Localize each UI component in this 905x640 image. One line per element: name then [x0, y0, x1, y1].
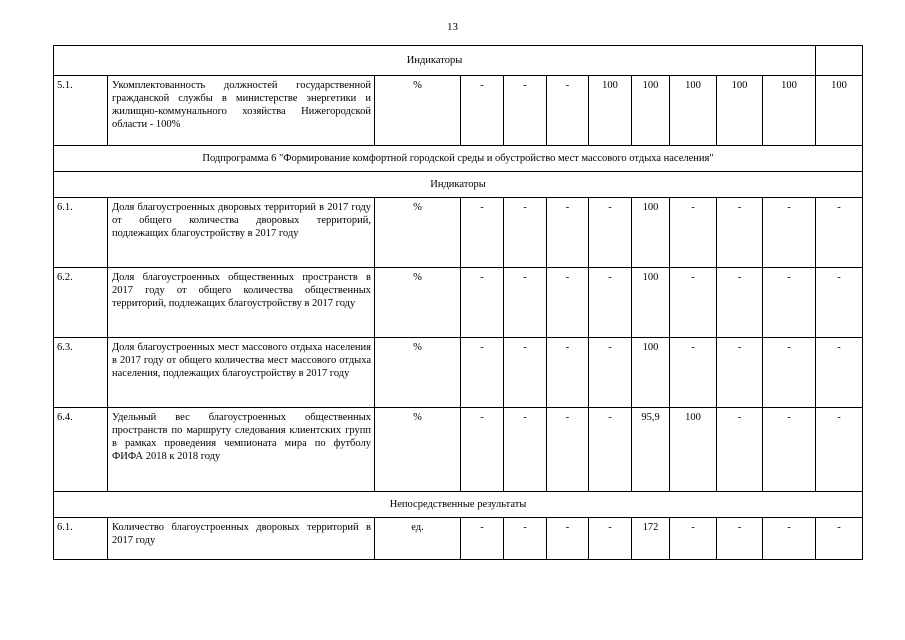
section-row [54, 46, 863, 76]
value-cell: - [461, 76, 504, 146]
value-cell: - [547, 338, 589, 408]
value-cell: 95,9 [632, 408, 670, 492]
table-row [54, 408, 863, 492]
value-cell: - [504, 198, 547, 268]
row-number: 6.1. [54, 518, 108, 560]
value-cell: - [461, 268, 504, 338]
indicators-table [53, 45, 863, 560]
value-cell: 100 [632, 268, 670, 338]
value-cell: - [763, 518, 816, 560]
value-cell: 100 [632, 76, 670, 146]
value-cell: 100 [763, 76, 816, 146]
value-cell: - [547, 268, 589, 338]
value-cell: - [589, 198, 632, 268]
value-cell: - [504, 338, 547, 408]
table-row [54, 338, 863, 408]
value-cell: - [816, 198, 863, 268]
row-description: Укомплектованность должностей государственной гражданской службы в министерстве энергетики и жилищно-коммунального хозяйства Нижегородской области - 100% [108, 76, 375, 146]
value-cell: - [763, 338, 816, 408]
table-row [54, 268, 863, 338]
row-description: Количество благоустроенных дворовых территорий в 2017 году [108, 518, 375, 560]
value-cell: - [461, 518, 504, 560]
section-row [54, 492, 863, 518]
value-cell: - [670, 338, 717, 408]
row-description: Доля благоустроенных дворовых территорий в 2017 году от общего количества дворовых территорий, подлежащих благоустройству в 2017 году [108, 198, 375, 268]
value-cell: 100 [589, 76, 632, 146]
value-cell: - [504, 518, 547, 560]
row-unit: ед. [375, 518, 461, 560]
value-cell: - [589, 268, 632, 338]
value-cell: - [504, 408, 547, 492]
value-cell: - [816, 338, 863, 408]
section-header-indicators: Индикаторы [54, 172, 863, 198]
page-number: 13 [447, 21, 458, 33]
row-number: 6.4. [54, 408, 108, 492]
row-number: 5.1. [54, 76, 108, 146]
empty-cell [816, 46, 863, 76]
row-number: 6.2. [54, 268, 108, 338]
row-unit: % [375, 268, 461, 338]
section-header-subprogram: Подпрограмма 6 "Формирование комфортной городской среды и обустройство мест массового отдыха населения" [54, 146, 863, 172]
value-cell: 100 [670, 76, 717, 146]
row-description: Доля благоустроенных общественных пространств в 2017 году от общего количества общественных территорий, подлежащих благоустройству в 2017 году [108, 268, 375, 338]
value-cell: - [717, 198, 763, 268]
value-cell: - [763, 198, 816, 268]
table-row [54, 76, 863, 146]
value-cell: - [670, 268, 717, 338]
section-row [54, 172, 863, 198]
section-header-indicators: Индикаторы [54, 46, 816, 76]
value-cell: - [589, 518, 632, 560]
row-unit: % [375, 338, 461, 408]
section-row [54, 146, 863, 172]
row-description: Доля благоустроенных мест массового отдыха населения в 2017 году от общего количества мест массового отдыха населения, подлежащих благоустройству в 2017 году [108, 338, 375, 408]
value-cell: - [461, 198, 504, 268]
value-cell: 100 [670, 408, 717, 492]
value-cell: - [547, 408, 589, 492]
value-cell: - [461, 408, 504, 492]
value-cell: - [670, 518, 717, 560]
value-cell: - [504, 268, 547, 338]
value-cell: - [589, 408, 632, 492]
value-cell: - [461, 338, 504, 408]
row-description: Удельный вес благоустроенных общественных пространств по маршруту следования клиентских групп в рамках проведения чемпионата мира по футболу ФИФА 2018 к 2018 году [108, 408, 375, 492]
value-cell: 100 [717, 76, 763, 146]
value-cell: - [547, 76, 589, 146]
section-header-direct-results: Непосредственные результаты [54, 492, 863, 518]
row-number: 6.3. [54, 338, 108, 408]
value-cell: - [547, 198, 589, 268]
value-cell: - [717, 268, 763, 338]
value-cell: - [816, 518, 863, 560]
value-cell: - [717, 408, 763, 492]
value-cell: - [816, 268, 863, 338]
row-unit: % [375, 408, 461, 492]
value-cell: - [717, 338, 763, 408]
value-cell: 100 [632, 198, 670, 268]
value-cell: - [504, 76, 547, 146]
value-cell: - [670, 198, 717, 268]
value-cell: 172 [632, 518, 670, 560]
value-cell: - [547, 518, 589, 560]
table-row [54, 198, 863, 268]
value-cell: - [816, 408, 863, 492]
table-row [54, 518, 863, 560]
row-unit: % [375, 76, 461, 146]
row-number: 6.1. [54, 198, 108, 268]
value-cell: - [717, 518, 763, 560]
row-unit: % [375, 198, 461, 268]
value-cell: 100 [816, 76, 863, 146]
value-cell: - [763, 408, 816, 492]
value-cell: - [763, 268, 816, 338]
value-cell: 100 [632, 338, 670, 408]
value-cell: - [589, 338, 632, 408]
